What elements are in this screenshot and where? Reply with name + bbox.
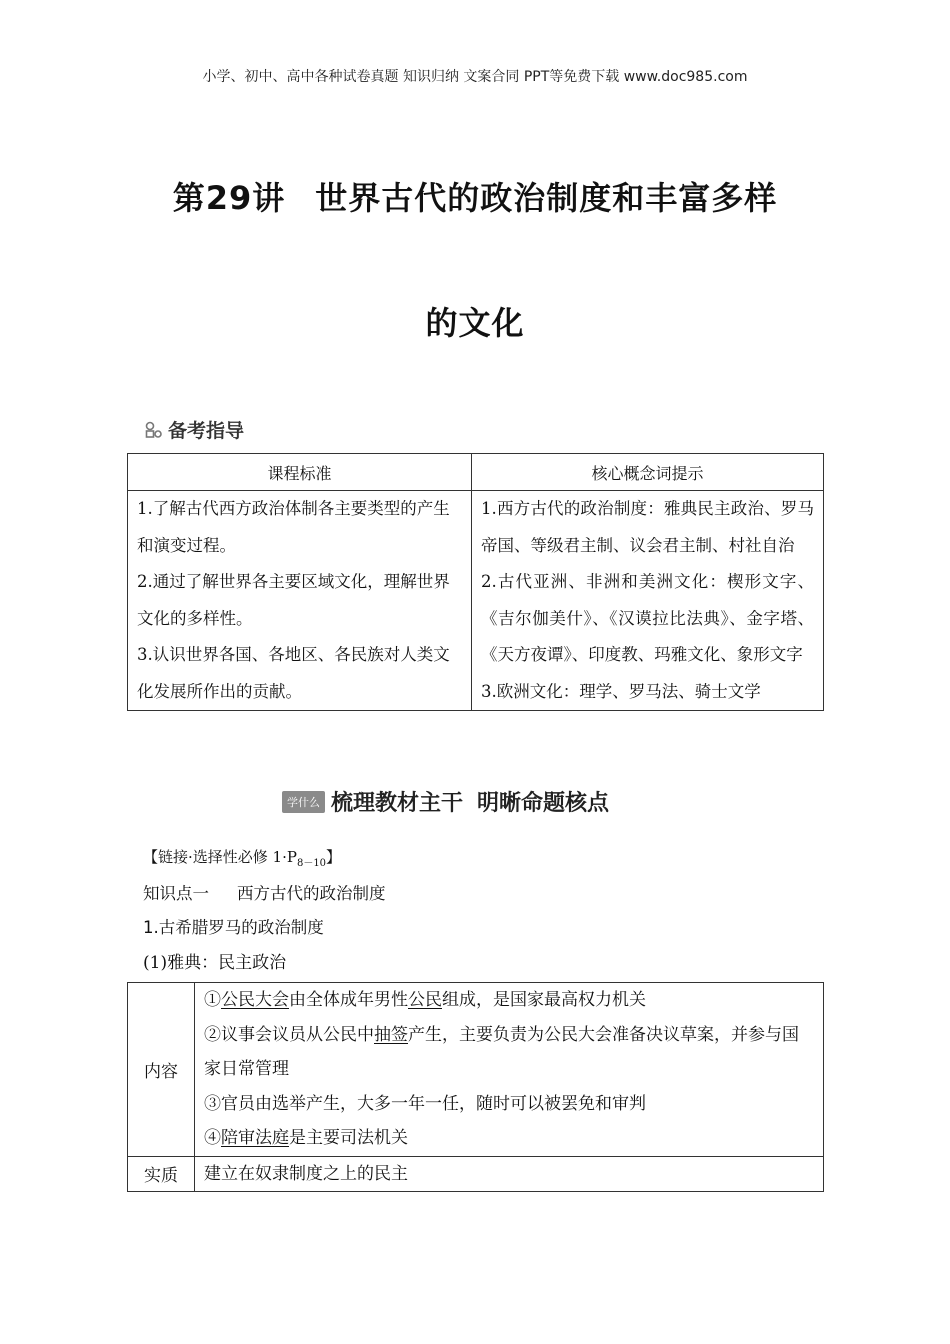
lesson-title-text: 世界古代的政治制度和丰富多样 [315,179,778,217]
sub-heading: 1.古希腊罗马的政治制度 [143,918,324,937]
knowledge-point-heading: 知识点一 西方古代的政治制度 [143,884,386,903]
section-banner [282,786,609,817]
concept-item: 2.古代亚洲、非洲和美洲文化：楔形文字、《吉尔伽美什》、《汉谟拉比法典》、金字塔、《天方夜谭》、印度教、玛雅文化、象形文字 [481,572,814,664]
textbook-link: 【链接·选择性必修 $1\cdot P_{8-10}$】 [143,848,342,869]
athens-democracy-table [127,982,824,1192]
study-guide-table [127,453,824,711]
core-concepts-cell [472,491,824,711]
concept-item: 1.西方古代的政治制度：雅典民主政治、罗马帝国、等级君主制、议会君主制、村社自治 [481,499,814,555]
content-item: ④陪审法庭是主要司法机关 [204,1128,408,1148]
content-cell [195,983,824,1157]
lesson-number: 第29讲 [172,179,286,217]
essence-cell: 建立在奴隶制度之上的民主 [195,1156,824,1192]
content-item: ③官员由选举产生，大多一年一任，随时可以被罢免和审判 [204,1093,646,1114]
guide-heading-text: 备考指导 [168,420,245,442]
standard-item: 3.认识世界各国、各地区、各民族对人类文化发展所作出的贡献。 [137,645,450,701]
content-item: ②议事会议员从公民中抽签产生，主要负责为公民大会准备决议草案，并参与国家日常管理 [204,1024,799,1079]
guide-col1-header: 课程标准 [128,454,472,491]
guide-heading [144,416,244,443]
sub-sub-heading: (1)雅典：民主政治 [143,953,287,973]
banner-tag: 学什么 [282,791,325,813]
curriculum-standards-cell [128,491,472,711]
lesson-title-line1 [120,173,830,219]
standard-item: 1.了解古代西方政治体制各主要类型的产生和演变过程。 [137,499,450,555]
standard-item: 2.通过了解世界各主要区域文化，理解世界文化的多样性。 [137,572,450,628]
guide-icon [144,420,164,440]
banner-part1: 梳理教材主干 [331,791,464,816]
concept-item: 3.欧洲文化：理学、罗马法、骑士文学 [481,681,761,701]
row-label-essence: 实质 [128,1156,195,1192]
content-item: ①公民大会由全体成年男性公民组成，是国家最高权力机关 [204,990,646,1010]
row-label-content: 内容 [128,983,195,1157]
guide-col2-header: 核心概念词提示 [472,454,824,491]
lesson-title-line2: 的文化 [425,304,525,342]
page-header: 小学、初中、高中各种试卷真题 知识归纳 文案合同 PPT等免费下载 www.doc985.com [202,69,748,85]
banner-part2: 明晰命题核点 [477,791,610,816]
